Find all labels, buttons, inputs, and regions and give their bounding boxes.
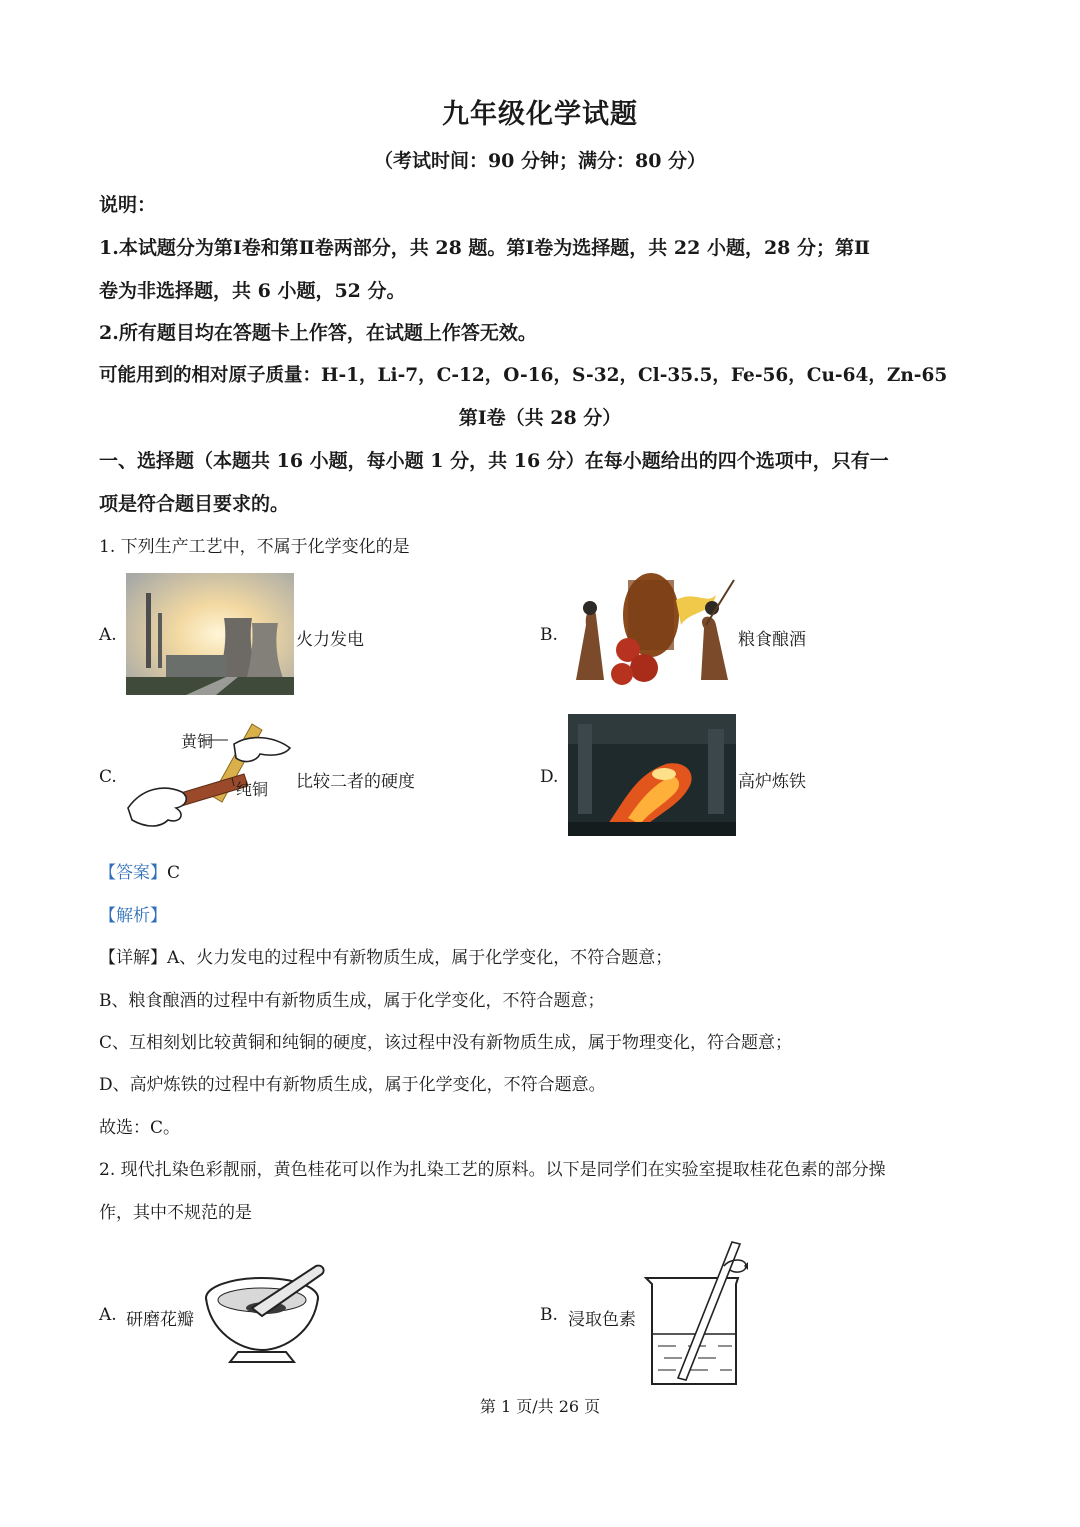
- page-title: 九年级化学试题: [442, 99, 638, 130]
- section-heading-line-1: 一、选择题（本题共 16 小题，每小题 1 分，共 16 分）在每小题给出的四个选项中，只有一: [99, 450, 889, 472]
- q1-option-c-label: C.: [99, 767, 117, 787]
- analysis-tag: 【解析】: [99, 906, 167, 926]
- mortar-and-pestle-illustration: [200, 1262, 330, 1366]
- atomic-masses: 可能用到的相对原子质量：H-1，Li-7，C-12，O-16，S-32，Cl-35.5，Fe-56，Cu-64，Zn-65: [99, 365, 948, 386]
- brewing-illustration: [566, 570, 736, 692]
- notes-line-2: 卷为非选择题，共 6 小题，52 分。: [99, 280, 406, 302]
- q1-option-d-label: D.: [540, 767, 559, 787]
- q2-option-a-label: A.: [99, 1305, 117, 1325]
- q1-option-a-label: A.: [99, 625, 117, 645]
- q1-option-a-caption: 火力发电: [296, 630, 364, 650]
- q1-detail-b: B、粮食酿酒的过程中有新物质生成，属于化学变化，不符合题意；: [99, 991, 605, 1011]
- notes-line-1: 1.本试题分为第Ⅰ卷和第Ⅱ卷两部分，共 28 题。第Ⅰ卷为选择题，共 22 小题，28 分；第Ⅱ: [99, 237, 871, 259]
- notes-line-3: 2.所有题目均在答题卡上作答，在试题上作答无效。: [99, 322, 537, 344]
- q1-answer: [99, 858, 180, 883]
- q1-option-b-caption: 粮食酿酒: [738, 630, 806, 650]
- detail-tag: 【详解】: [99, 948, 167, 968]
- question-1-stem: 1. 下列生产工艺中，不属于化学变化的是: [99, 537, 410, 557]
- question-2-stem-line-1: 2. 现代扎染色彩靓丽，黄色桂花可以作为扎染工艺的原料。以下是同学们在实验室提取桂花色素的部分操: [99, 1160, 886, 1180]
- q1-detail-c: C、互相刻划比较黄铜和纯铜的硬度，该过程中没有新物质生成，属于物理变化，符合题意；: [99, 1033, 793, 1053]
- q1-option-d-caption: 高炉炼铁: [738, 772, 806, 792]
- q1-option-c-caption: 比较二者的硬度: [296, 772, 415, 792]
- section-heading-line-2: 项是符合题目要求的。: [99, 493, 290, 515]
- answer-value: C: [167, 863, 181, 883]
- blast-furnace-image: [568, 714, 736, 836]
- q1-detail-a: [99, 943, 672, 968]
- label-brass: 黄铜: [181, 732, 214, 751]
- page-number: 第 1 页/共 26 页: [479, 1397, 601, 1416]
- q2-option-a-caption: 研磨花瓣: [126, 1310, 194, 1330]
- q1-detail-d: D、高炉炼铁的过程中有新物质生成，属于化学变化，不符合题意。: [99, 1075, 606, 1095]
- q2-option-b-caption: 浸取色素: [568, 1310, 636, 1330]
- volume-title: 第Ⅰ卷（共 28 分）: [458, 407, 622, 429]
- beaker-with-stirring-rod-illustration: [640, 1238, 752, 1390]
- q1-choice: 故选：C。: [99, 1118, 181, 1138]
- q1-option-b-label: B.: [540, 625, 558, 645]
- answer-tag: 【答案】: [99, 863, 167, 883]
- label-pure-copper: 纯铜: [236, 780, 269, 799]
- question-2-stem-line-2: 作，其中不规范的是: [99, 1203, 252, 1223]
- notes-heading: 说明：: [99, 194, 157, 216]
- detail-a-text: A、火力发电的过程中有新物质生成，属于化学变化，不符合题意；: [167, 948, 673, 968]
- power-plant-image: [126, 573, 294, 695]
- exam-info: （考试时间：90 分钟；满分：80 分）: [373, 150, 707, 172]
- q2-option-b-label: B.: [540, 1305, 558, 1325]
